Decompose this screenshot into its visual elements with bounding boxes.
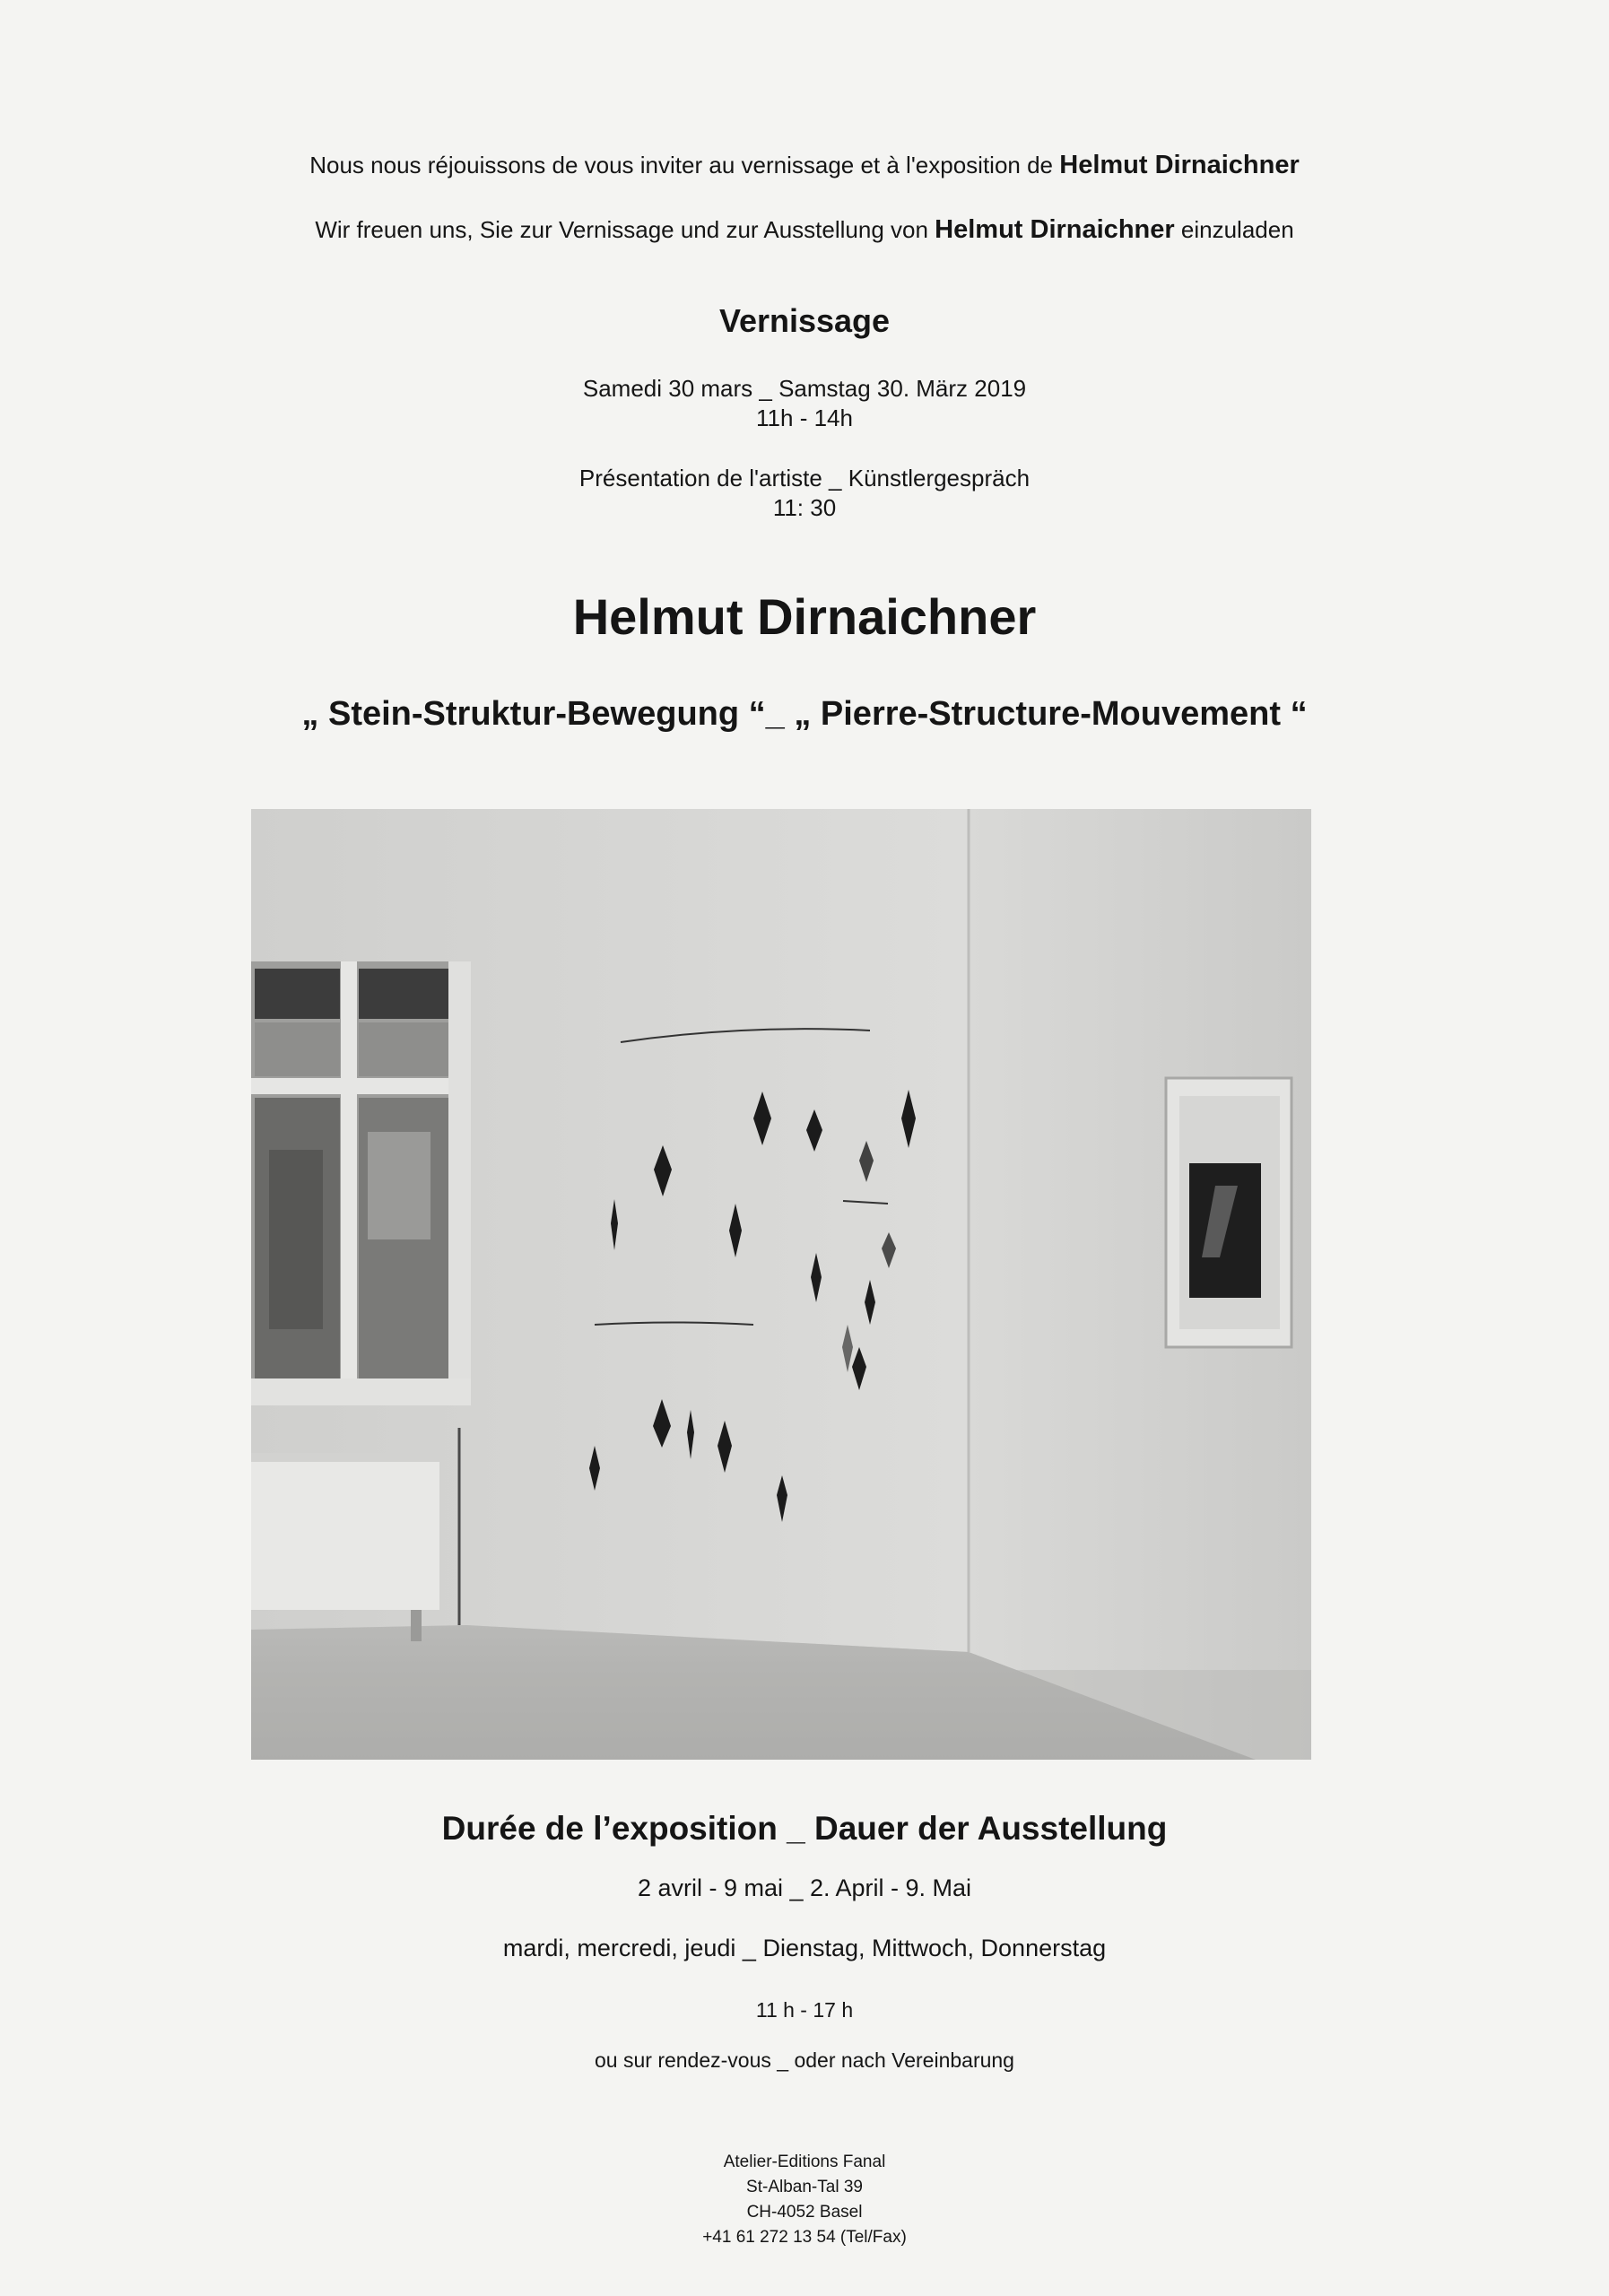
invitation-french bbox=[0, 151, 1609, 180]
invitation-german-artist: Helmut Dirnaichner bbox=[935, 215, 1175, 244]
artist-presentation: Présentation de l'artiste _ Künstlergespräch bbox=[578, 465, 1031, 491]
invitation-french-text: Nous nous réjouissons de vous inviter au vernissage et à l'exposition de bbox=[309, 152, 1054, 178]
vernissage-date: Samedi 30 mars _ Samstag 30. März 2019 bbox=[582, 375, 1027, 402]
gallery-name: Atelier-Editions Fanal bbox=[723, 2152, 886, 2171]
framed-artwork bbox=[1166, 1078, 1292, 1347]
duration-heading: Durée de l’exposition _ Dauer der Ausstellung bbox=[441, 1810, 1168, 1847]
gallery-street: St-Alban-Tal 39 bbox=[746, 2178, 863, 2196]
invitation-german bbox=[0, 215, 1609, 245]
invitation-german-text: Wir freuen uns, Sie zur Vernissage und zur Ausstellung von bbox=[315, 216, 928, 243]
vernissage-heading: Vernissage bbox=[718, 302, 891, 339]
gallery-city: CH-4052 Basel bbox=[746, 2203, 863, 2222]
opening-days: mardi, mercredi, jeudi _ Dienstag, Mittwoch, Donnerstag bbox=[502, 1935, 1107, 1961]
vernissage-time: 11h - 14h bbox=[756, 404, 853, 431]
artist-presentation-time: 11: 30 bbox=[772, 494, 837, 521]
appointment-note: ou sur rendez-vous _ oder nach Vereinbarung bbox=[595, 2048, 1014, 2072]
exhibition-title: „ Stein-Struktur-Bewegung “_ „ Pierre-Structure-Mouvement “ bbox=[301, 695, 1308, 733]
opening-hours: 11 h - 17 h bbox=[755, 1998, 854, 2022]
exhibition-photo bbox=[251, 809, 1311, 1760]
artist-name: Helmut Dirnaichner bbox=[572, 588, 1037, 645]
radiator bbox=[251, 1428, 459, 1641]
exhibition-dates: 2 avril - 9 mai _ 2. April - 9. Mai bbox=[637, 1874, 972, 1901]
invitation-french-artist: Helmut Dirnaichner bbox=[1059, 151, 1300, 179]
invitation-german-end: einzuladen bbox=[1180, 216, 1294, 243]
gallery-phone: +41 61 272 13 54 (Tel/Fax) bbox=[702, 2228, 907, 2247]
window bbox=[251, 961, 471, 1405]
